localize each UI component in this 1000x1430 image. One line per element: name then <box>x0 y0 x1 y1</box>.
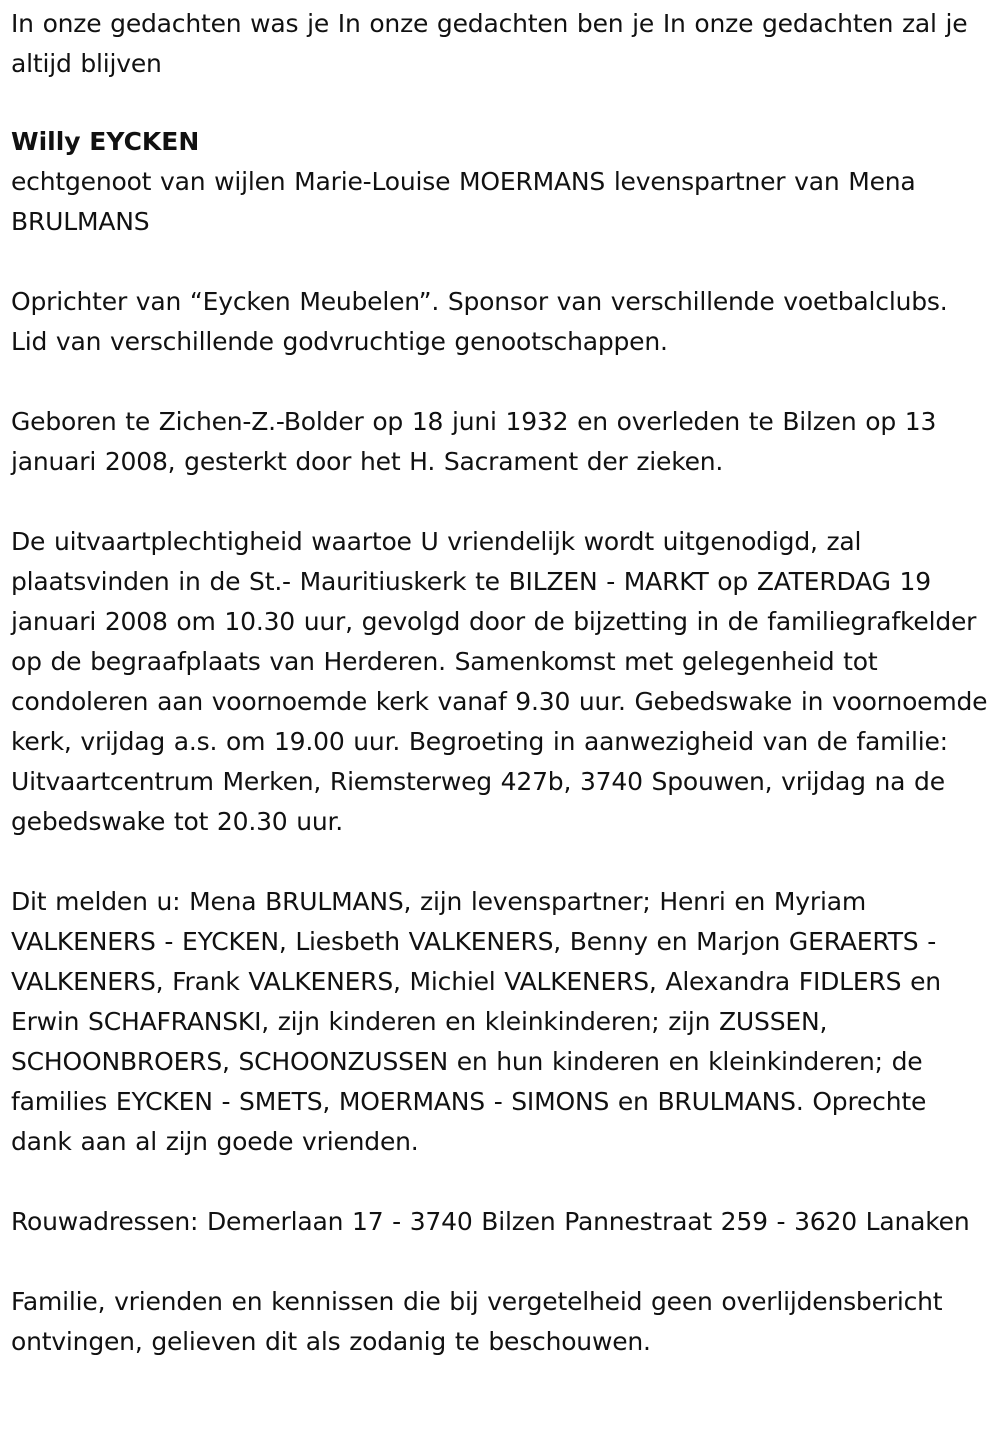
deceased-name: Willy EYCKEN <box>11 127 200 156</box>
spouse-line: echtgenoot van wijlen Marie-Louise MOERMANS levenspartner van Mena BRULMANS <box>11 167 916 236</box>
memorial-motto: In onze gedachten was je In onze gedachten ben je In onze gedachten zal je altijd blijven <box>11 9 968 78</box>
birth-death-paragraph: Geboren te Zichen-Z.-Bolder op 18 juni 1932 en overleden te Bilzen op 13 januari 2008, gesterkt door het H. Sacrament der zieken. <box>11 407 937 476</box>
closing-note: Familie, vrienden en kennissen die bij vergetelheid geen overlijdensbericht ontvingen, gelieven dit als zodanig te beschouwen. <box>11 1287 943 1356</box>
ceremony-paragraph: De uitvaartplechtigheid waartoe U vriendelijk wordt uitgenodigd, zal plaatsvinden in de St.- Mauritiuskerk te BILZEN - MARKT op ZATERDAG 19 januari 2008 om 10.30 uur, gevolgd door de bijzetting in de familiegrafkelder op de begraafplaats van Herderen. Samenkomst met gelegenheid tot condoleren aan voornoemde kerk vanaf 9.30 uur. Gebedswake in voornoemde kerk, vrijdag a.s. om 19.00 uur. Begroeting in aanwezigheid van de familie: Uitvaartcentrum Merken, Riemsterweg 427b, 3740 Spouwen, vrijdag na de gebedswake tot 20.30 uur. <box>11 527 988 836</box>
mourning-addresses: Rouwadressen: Demerlaan 17 - 3740 Bilzen Pannestraat 259 - 3620 Lanaken <box>11 1207 970 1236</box>
biography-paragraph: Oprichter van “Eycken Meubelen”. Sponsor van verschillende voetbalclubs. Lid van verschillende godvruchtige genootschappen. <box>11 287 948 356</box>
announcers-paragraph: Dit melden u: Mena BRULMANS, zijn levenspartner; Henri en Myriam VALKENERS - EYCKEN, Liesbeth VALKENERS, Benny en Marjon GERAERTS - VALKENERS, Frank VALKENERS, Michiel VALKENERS, Alexandra FIDLERS en Erwin SCHAFRANSKI, zijn kinderen en kleinkinderen; zijn ZUSSEN, SCHOONBROERS, SCHOONZUSSEN en hun kinderen en kleinkinderen; de families EYCKEN - SMETS, MOERMANS - SIMONS en BRULMANS. Oprechte dank aan al zijn goede vrienden. <box>11 887 941 1156</box>
